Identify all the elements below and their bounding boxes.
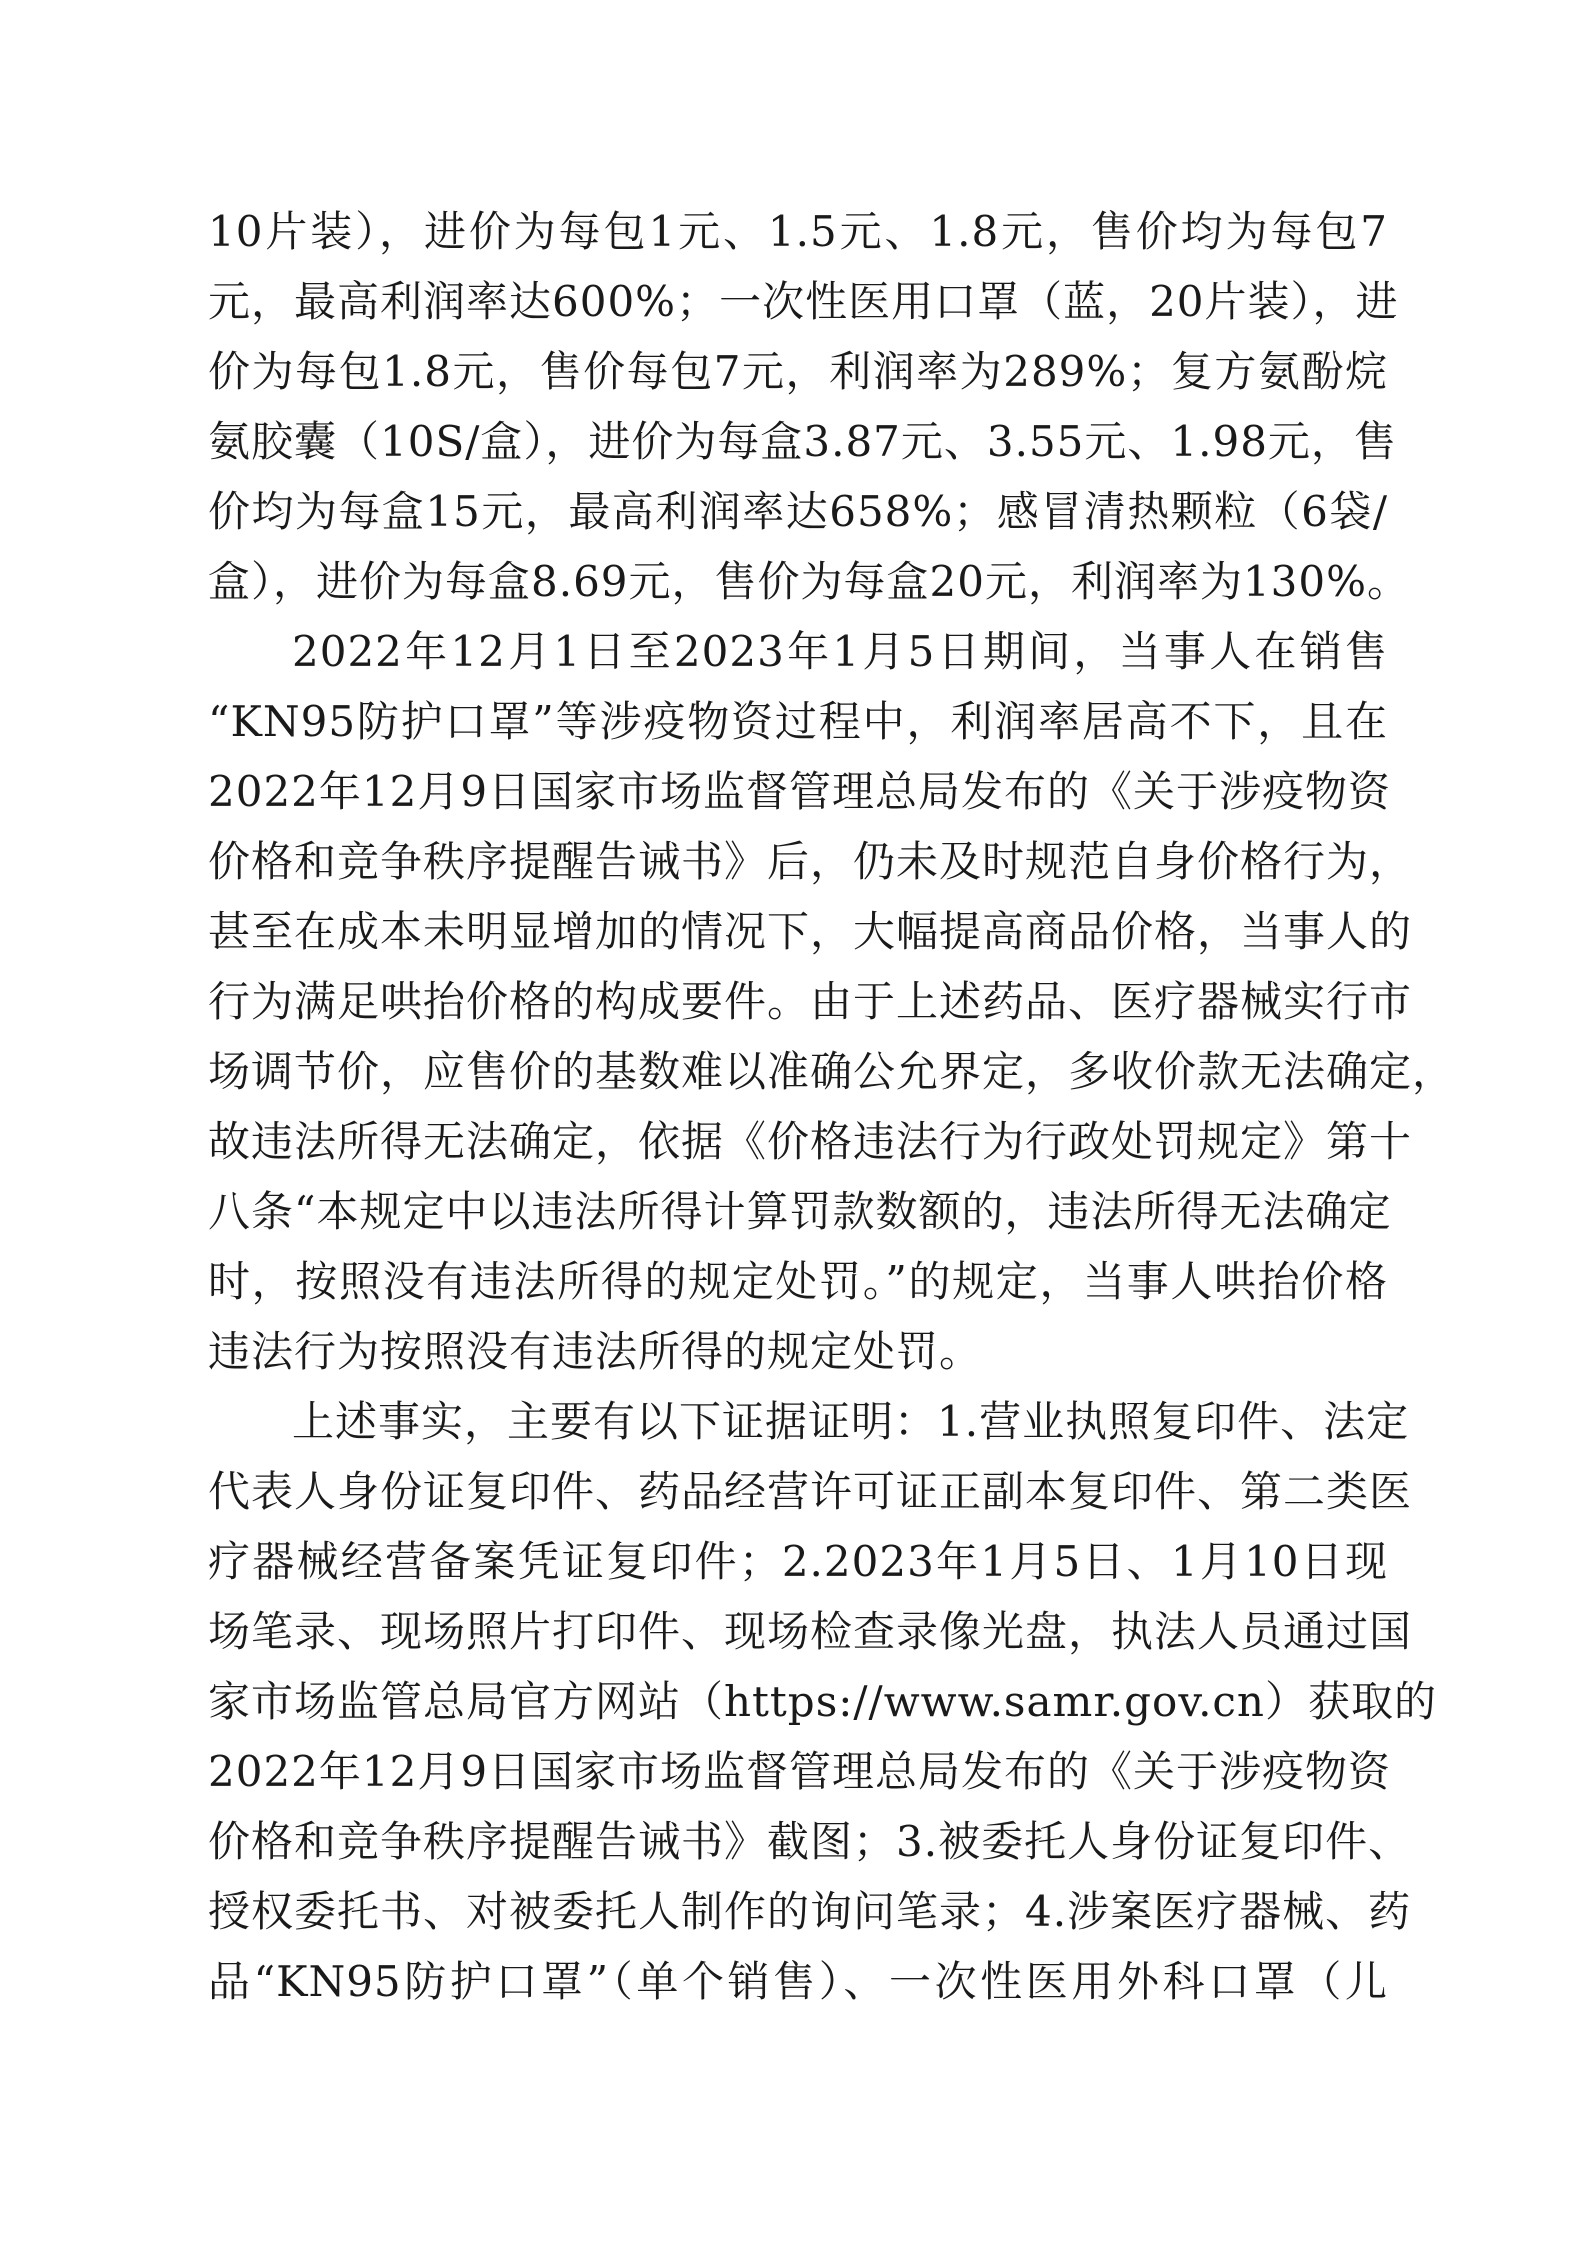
text-line: 时，按照没有违法所得的规定处罚。”的规定，当事人哄抬价格	[208, 1257, 1388, 1306]
paragraph-end-line: 违法行为按照没有违法所得的规定处罚。	[208, 1327, 983, 1376]
text-line: 氨胶囊（10S/盒），进价为每盒3.87元、3.55元、1.98元，售	[208, 417, 1397, 466]
text-line: 甚至在成本未明显增加的情况下，大幅提高商品价格，当事人的	[208, 907, 1413, 956]
text-line: 八条“本规定中以违法所得计算罚款数额的，违法所得无法确定	[208, 1187, 1392, 1236]
text-line: 代表人身份证复印件、药品经营许可证正副本复印件、第二类医	[208, 1467, 1413, 1516]
text-line: 2022年12月9日国家市场监督管理总局发布的《关于涉疫物资	[208, 1747, 1392, 1796]
text-line: 盒），进价为每盒8.69元，售价为每盒20元，利润率为130%。	[208, 557, 1411, 606]
text-line: 10片装），进价为每包1元、1.5元、1.8元，售价均为每包7	[208, 207, 1388, 256]
text-line: 故违法所得无法确定，依据《价格违法行为行政处罚规定》第十	[208, 1117, 1413, 1166]
paragraph-start-line: 2022年12月1日至2023年1月5日期间，当事人在销售	[292, 627, 1388, 676]
text-line: “KN95防护口罩”等涉疫物资过程中，利润率居高不下，且在	[208, 697, 1388, 746]
text-line: 价格和竞争秩序提醒告诫书》截图；3.被委托人身份证复印件、	[208, 1817, 1412, 1866]
text-line: 疗器械经营备案凭证复印件；2.2023年1月5日、1月10日现	[208, 1537, 1388, 1586]
text-line: 授权委托书、对被委托人制作的询问笔录；4.涉案医疗器械、药	[208, 1887, 1412, 1936]
text-line: 元，最高利润率达600%；一次性医用口罩（蓝，20片装），进	[208, 277, 1399, 326]
text-line: 场调节价，应售价的基数难以准确公允界定，多收价款无法确定，	[208, 1047, 1456, 1096]
text-line: 场笔录、现场照片打印件、现场检查录像光盘，执法人员通过国	[208, 1607, 1413, 1656]
text-line: 价均为每盒15元，最高利润率达658%；感冒清热颗粒（6袋/	[208, 487, 1388, 536]
text-line: 品“KN95防护口罩”（单个销售）、一次性医用外科口罩（儿	[208, 1957, 1388, 2006]
text-line: 行为满足哄抬价格的构成要件。由于上述药品、医疗器械实行市	[208, 977, 1413, 1026]
text-line: 价格和竞争秩序提醒告诫书》后，仍未及时规范自身价格行为，	[208, 837, 1413, 886]
text-line: 价为每包1.8元，售价每包7元，利润率为289%；复方氨酚烷	[208, 347, 1388, 396]
text-line: 2022年12月9日国家市场监督管理总局发布的《关于涉疫物资	[208, 767, 1392, 816]
text-line: 家市场监管总局官方网站（https://www.samr.gov.cn）获取的	[208, 1677, 1437, 1726]
paragraph-start-line: 上述事实，主要有以下证据证明：1.营业执照复印件、法定	[292, 1397, 1410, 1446]
